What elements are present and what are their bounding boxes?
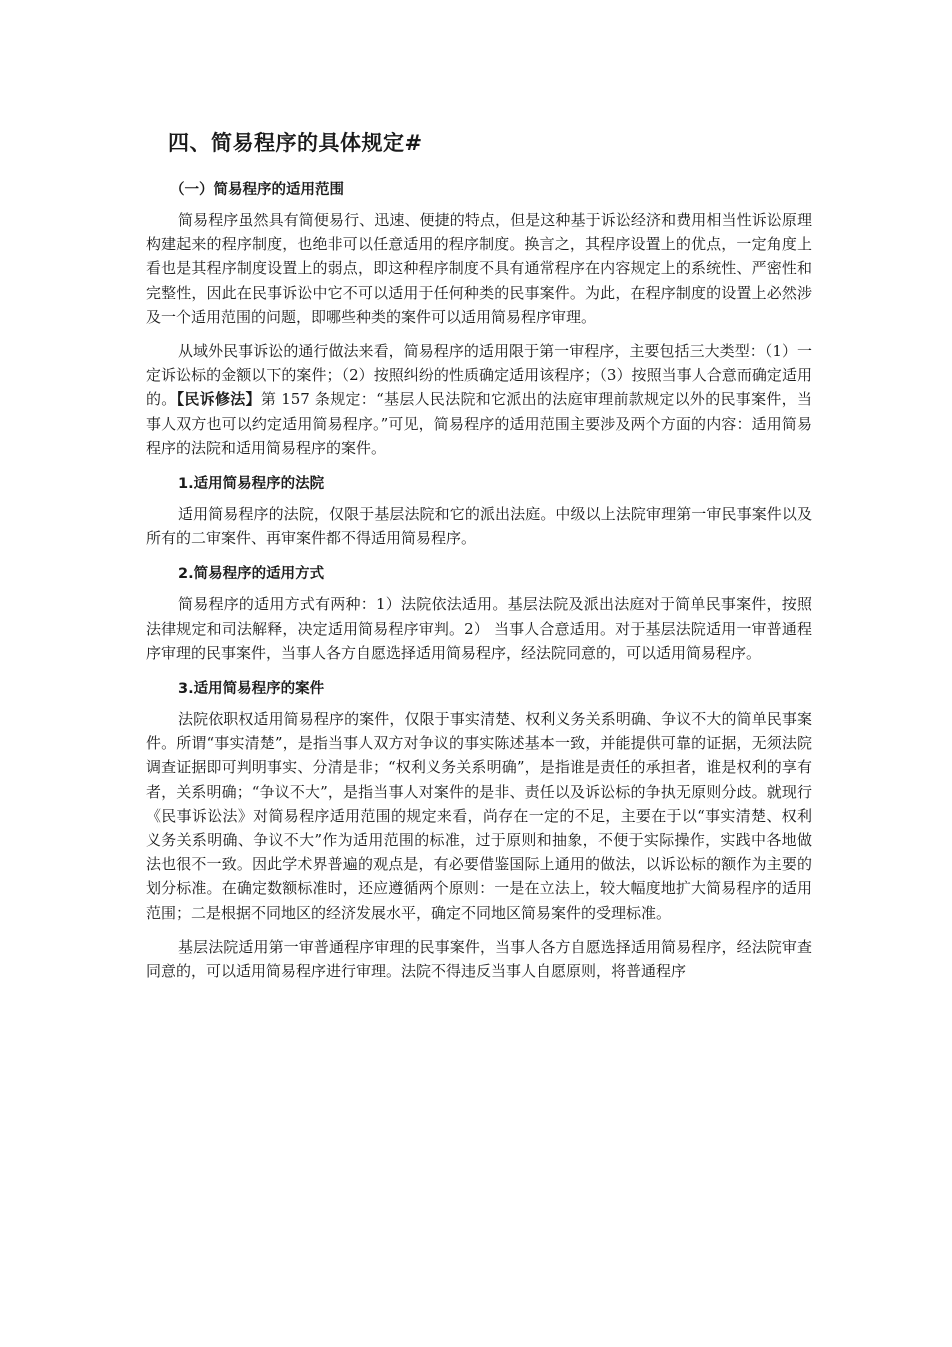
subsection-heading-cases: 3.适用简易程序的案件 xyxy=(178,681,325,698)
chapter-heading: 四、简易程序的具体规定# xyxy=(168,130,423,155)
paragraph: 适用简易程序的法院，仅限于基层法院和它的派出法庭。中级以上法院审理第一审民事案件以及所有的二审案件、再审案件都不得适用简易程序。 xyxy=(146,505,812,548)
paragraph-text: 第 157 条规定：“基层人民法院和它派出的法庭审理前款规定以外的民事案件，当事人双方也可以约定适用简易程序。”可见，简易程序的适用范围主要涉及两个方面的内容：适用简易程序的法院和适用简易程序的案件。 xyxy=(146,390,812,457)
subsection-heading-courts: 1.适用简易程序的法院 xyxy=(178,476,325,493)
paragraph: 基层法院适用第一审普通程序审理的民事案件，当事人各方自愿选择适用简易程序，经法院审查同意的，可以适用简易程序进行审理。法院不得违反当事人自愿原则，将普通程序 xyxy=(146,937,812,981)
subsection-heading-methods: 2.简易程序的适用方式 xyxy=(178,566,325,583)
paragraph: 简易程序的适用方式有两种：1）法院依法适用。基层法院及派出法庭对于简单民事案件，按照法律规定和司法解释，决定适用简易程序审判。2） 当事人合意适用。对于基层法院适用一审普通程序审理的民事案件，当事人各方自愿选择适用简易程序，经法院同意的，可以适用简易程序。 xyxy=(146,595,812,662)
paragraph xyxy=(146,339,812,460)
paragraph: 法院依职权适用简易程序的案件，仅限于事实清楚、权利义务关系明确、争议不大的简单民事案件。所谓“事实清楚”，是指当事人双方对争议的事实陈述基本一致，并能提供可靠的证据，无须法院调查证据即可判明事实、分清是非；“权利义务关系明确”，是指谁是责任的承担者，谁是权利的享有者，关系明确；“争议不大”，是指当事人对案件的是非、责任以及诉讼标的争执无原则分歧。就现行《民事诉讼法》对简易程序适用范围的规定来看，尚存在一定的不足，主要在于以“事实清楚、权利义务关系明确、争议不大”作为适用范围的标准，过于原则和抽象，不便于实际操作，实践中各地做法也很不一致。因此学术界普遍的观点是，有必要借鉴国际上通用的做法，以诉讼标的额作为主要的划分标准。在确定数额标准时，还应遵循两个原则：一是在立法上，较大幅度地扩大简易程序的适用范围；二是根据不同地区的经济发展水平，确定不同地区简易案件的受理标准。 xyxy=(146,710,812,922)
document-page xyxy=(146,118,812,983)
paragraph-text: 从域外民事诉讼的通行做法来看，简易程序的适用限于第一审程序，主要包括三大类型：（1）一定诉讼标的金额以下的案件；（2）按照纠纷的性质确定适用该程序；（3）按照当事人合意而确定适用的。 xyxy=(146,342,812,409)
law-reference-bold: 【民诉修法】 xyxy=(176,390,261,409)
paragraph: 简易程序虽然具有简便易行、迅速、便捷的特点，但是这种基于诉讼经济和费用相当性诉讼原理构建起来的程序制度，也绝非可以任意适用的程序制度。换言之，其程序设置上的优点，一定角度上看也是其程序制度设置上的弱点，即这种程序制度不具有通常程序在内容规定上的系统性、严密性和完整性，因此在民事诉讼中它不可以适用于任何种类的民事案件。为此，在程序制度的设置上必然涉及一个适用范围的问题，即哪些种类的案件可以适用简易程序审理。 xyxy=(146,211,812,326)
section-heading-scope: （一）简易程序的适用范围 xyxy=(170,182,344,198)
